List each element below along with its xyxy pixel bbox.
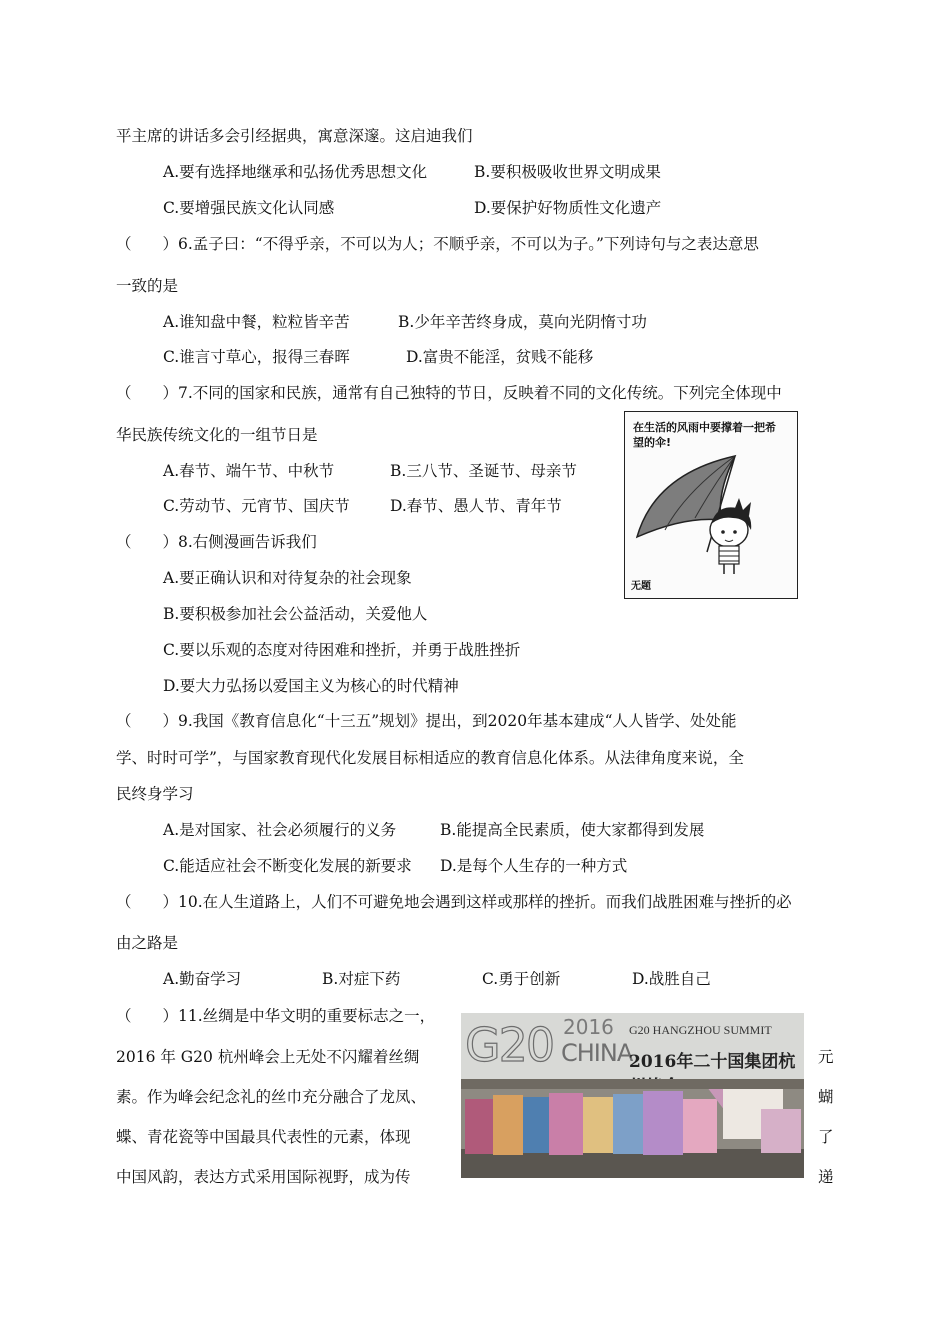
- option-a: A.要正确认识和对待复杂的社会现象: [163, 569, 412, 587]
- option-d: D.是每个人生存的一种方式: [440, 857, 628, 875]
- option-c: C.劳动节、元宵节、国庆节: [163, 497, 350, 515]
- option-b: B.对症下药: [322, 970, 401, 988]
- cartoon-title: 无题: [631, 581, 651, 592]
- question-11-cont-right: 元: [818, 1048, 834, 1066]
- option-a: A.春节、端午节、中秋节: [163, 462, 335, 480]
- question-9-cont: 学、时时可学”，与国家教育现代化发展目标相适应的教育信息化体系。从法律角度来说，全: [116, 749, 744, 767]
- option-b: B.能提高全民素质，使大家都得到发展: [440, 821, 705, 839]
- option-b: B.要积极参加社会公益活动，关爱他人: [163, 605, 428, 623]
- question-10: （ ）10.在人生道路上，人们不可避免地会遇到这样或那样的挫折。而我们战胜困难与挫折的必: [116, 893, 792, 911]
- option-c: C.要增强民族文化认同感: [163, 199, 335, 217]
- question-7-cont: 华民族传统文化的一组节日是: [116, 426, 318, 444]
- banner-china: CHINA: [561, 1039, 633, 1067]
- option-b: B.要积极吸收世界文明成果: [474, 163, 661, 181]
- question-11-cont: 素。作为峰会纪念礼的丝巾充分融合了龙凤、: [116, 1088, 427, 1106]
- question-11-cont: 蝶、青花瓷等中国最具代表性的元素，体现: [116, 1128, 411, 1146]
- option-d: D.春节、愚人节、青年节: [390, 497, 562, 515]
- g20-logo-text: G20: [465, 1018, 554, 1072]
- question-11-cont-right: 蝴: [818, 1088, 834, 1106]
- umbrella-cartoon-illustration: [625, 412, 796, 597]
- option-d: D.要大力弘扬以爱国主义为核心的时代精神: [163, 677, 459, 695]
- option-c: C.能适应社会不断变化发展的新要求: [163, 857, 412, 875]
- question-11-cont: 2016 年 G20 杭州峰会上无处不闪耀着丝绸: [116, 1048, 420, 1066]
- option-a: A.勤奋学习: [163, 970, 242, 988]
- option-c: C.勇于创新: [482, 970, 561, 988]
- option-a: A.谁知盘中餐，粒粒皆辛苦: [163, 313, 350, 331]
- option-c: C.谁言寸草心，报得三春晖: [163, 348, 350, 366]
- question-6: （ ）6.孟子曰：“不得乎亲，不可以为人；不顺乎亲，不可以为子。”下列诗句与之表达意思: [116, 235, 759, 253]
- cartoon-figure: [624, 411, 798, 599]
- option-c: C.要以乐观的态度对待困难和挫折，并勇于战胜挫折: [163, 641, 521, 659]
- question-10-cont: 由之路是: [116, 934, 179, 952]
- g20-banner: [461, 1013, 804, 1079]
- banner-summit-cn: 2016年二十国集团杭: [629, 1052, 796, 1072]
- option-a: A.是对国家、社会必须履行的义务: [163, 821, 397, 839]
- text-line: 平主席的讲话多会引经据典，寓意深邃。这启迪我们: [116, 127, 473, 145]
- question-9-cont: 民终身学习: [116, 785, 194, 803]
- option-d: D.要保护好物质性文化遗产: [474, 199, 662, 217]
- question-11-cont-right: 递: [818, 1168, 834, 1186]
- question-11-cont: 中国风韵，表达方式采用国际视野，成为传: [116, 1168, 411, 1186]
- option-d: D.富贵不能淫，贫贱不能移: [406, 348, 594, 366]
- question-11-cont-right: 了: [818, 1128, 834, 1146]
- option-b: B.少年辛苦终身成，莫向光阴惰寸功: [398, 313, 647, 331]
- banner-year: 2016: [563, 1015, 614, 1039]
- option-d: D.战胜自己: [632, 970, 711, 988]
- g20-summit-photo: [461, 1013, 804, 1178]
- question-8: （ ）8.右侧漫画告诉我们: [116, 533, 317, 551]
- question-7: （ ）7.不同的国家和民族，通常有自己独特的节日，反映着不同的文化传统。下列完全体现中: [116, 384, 782, 402]
- option-b: B.三八节、圣诞节、母亲节: [390, 462, 577, 480]
- cartoon-caption: 在生活的风雨中要撑着一把希望的伞!: [633, 421, 776, 449]
- question-11: （ ）11.丝绸是中华文明的重要标志之一，: [116, 1007, 436, 1025]
- question-6-cont: 一致的是: [116, 277, 179, 295]
- option-a: A.要有选择地继承和弘扬优秀思想文化: [163, 163, 428, 181]
- banner-summit-en: G20 HANGZHOU SUMMIT: [629, 1023, 772, 1037]
- silk-scarves-display: [461, 1079, 804, 1178]
- question-9: （ ）9.我国《教育信息化“十三五”规划》提出，到2020年基本建成“人人皆学、处处能: [116, 712, 737, 730]
